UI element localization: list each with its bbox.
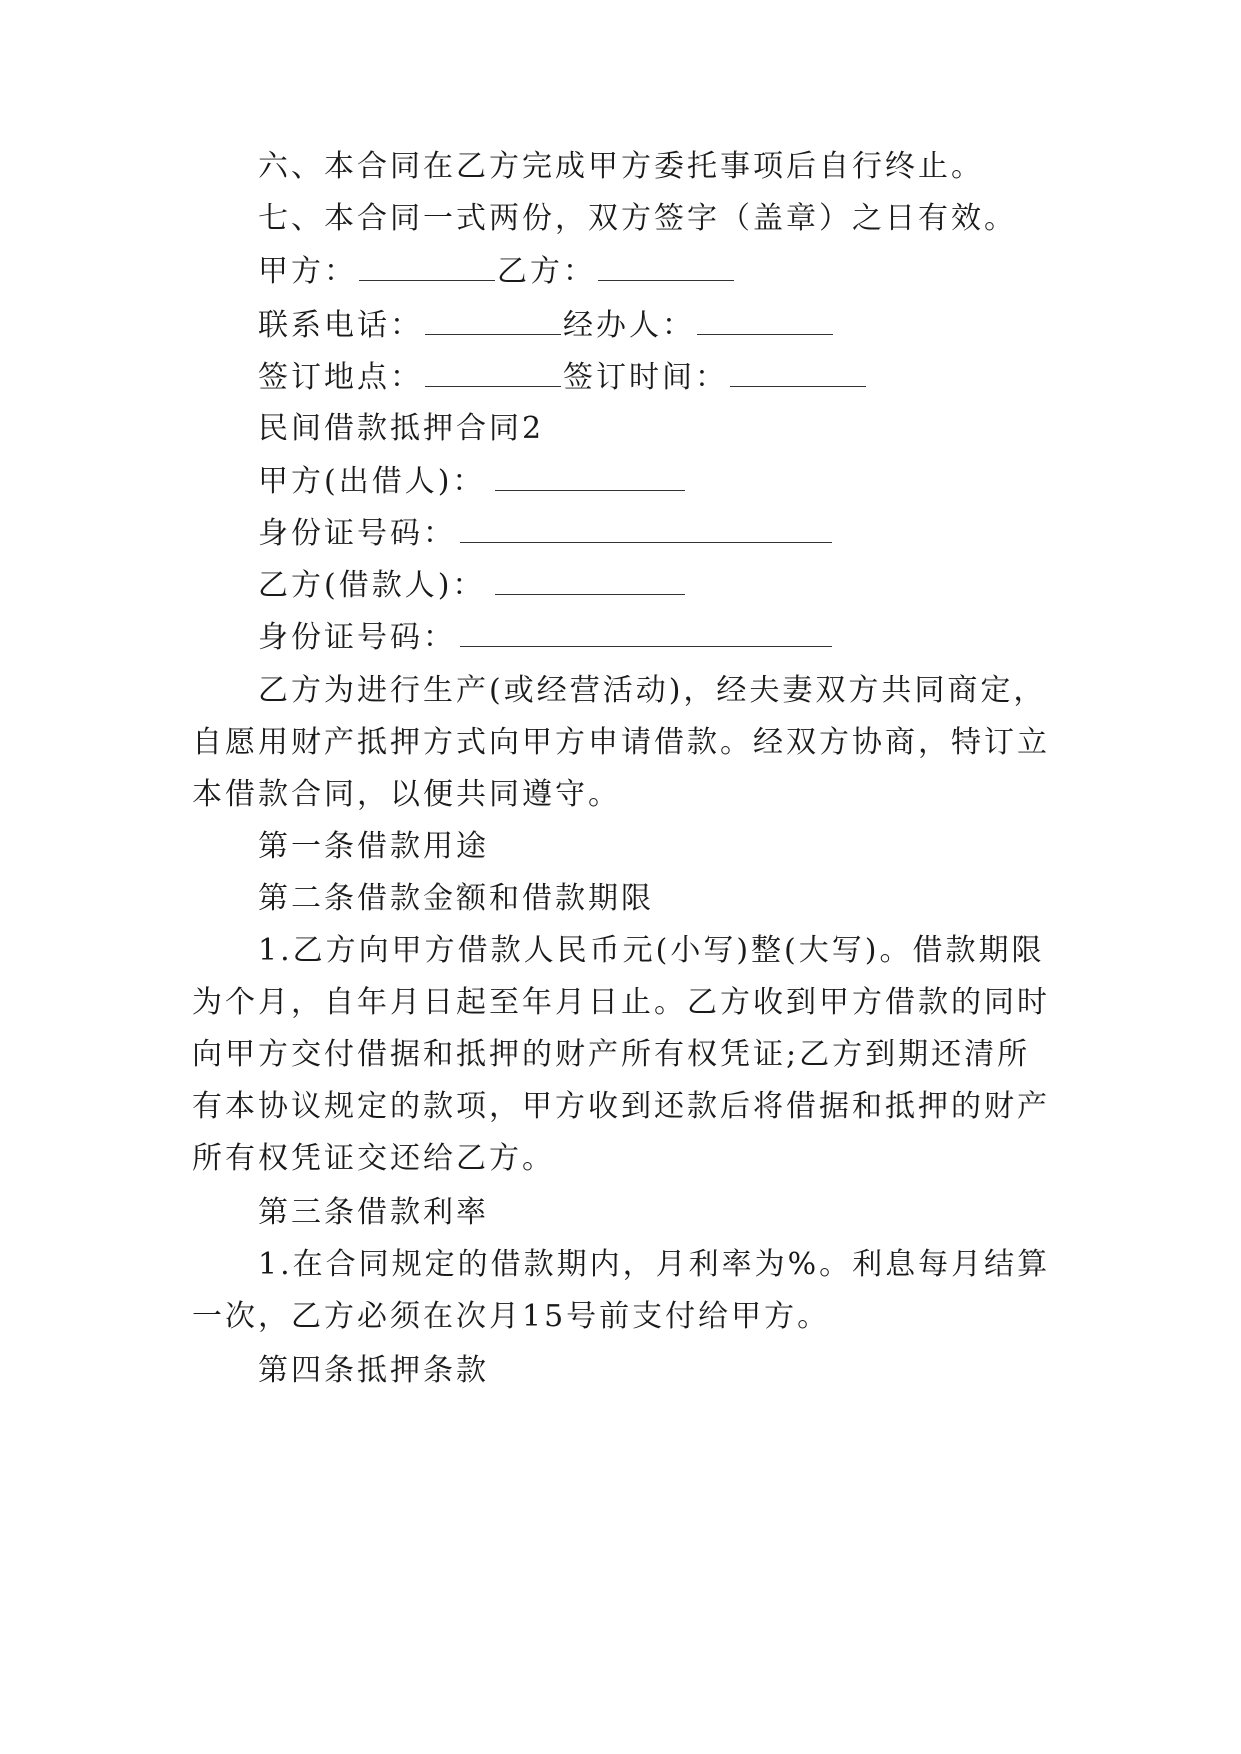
phone-blank — [425, 308, 561, 335]
borrower-id-blank — [460, 620, 832, 647]
handler-blank — [697, 308, 833, 335]
phone-label: 联系电话： — [258, 308, 423, 343]
article-1-heading: 第一条借款用途 — [258, 829, 489, 864]
contract-title: 民间借款抵押合同2 — [258, 411, 545, 446]
clause-6: 六、本合同在乙方完成甲方委托事项后自行终止。 — [258, 149, 984, 184]
handler-label: 经办人： — [563, 308, 695, 343]
place-blank — [425, 360, 561, 387]
preamble-line-2: 自愿用财产抵押方式向甲方申请借款。经双方协商，特订立 — [192, 725, 1050, 760]
lender-id-row — [258, 516, 834, 551]
article-2-line-2: 为个月，自年月日起至年月日止。乙方收到甲方借款的同时 — [192, 985, 1050, 1020]
article-2-line-3: 向甲方交付借据和抵押的财产所有权凭证;乙方到期还清所 — [192, 1037, 1031, 1072]
preamble-line-1: 乙方为进行生产(或经营活动)，经夫妻双方共同商定， — [258, 673, 1047, 708]
signature-parties-row — [258, 254, 736, 289]
signing-row — [258, 360, 868, 395]
article-2-line-5: 所有权凭证交还给乙方。 — [192, 1141, 555, 1176]
borrower-blank — [495, 568, 685, 595]
party-b-label: 乙方： — [497, 254, 596, 289]
lender-blank — [495, 464, 685, 491]
article-3-line-1: 1.在合同规定的借款期内，月利率为%。利息每月结算 — [258, 1247, 1051, 1282]
article-3-heading: 第三条借款利率 — [258, 1195, 489, 1230]
borrower-row — [258, 568, 687, 603]
preamble-line-3: 本借款合同，以便共同遵守。 — [192, 777, 621, 812]
borrower-id-row — [258, 620, 834, 655]
lender-row — [258, 464, 687, 499]
lender-id-blank — [460, 516, 832, 543]
article-3-line-2: 一次，乙方必须在次月15号前支付给甲方。 — [192, 1299, 831, 1334]
clause-7: 七、本合同一式两份，双方签字（盖章）之日有效。 — [258, 201, 1017, 236]
time-blank — [730, 360, 866, 387]
contact-row — [258, 308, 835, 343]
party-b-blank — [598, 254, 734, 281]
party-a-label: 甲方： — [258, 254, 357, 289]
article-2-heading: 第二条借款金额和借款期限 — [258, 881, 654, 916]
borrower-id-label: 身份证号码： — [258, 620, 456, 655]
place-label: 签订地点： — [258, 360, 423, 395]
party-a-blank — [359, 254, 495, 281]
article-4-heading: 第四条抵押条款 — [258, 1353, 489, 1388]
lender-label: 甲方(出借人)： — [258, 464, 486, 499]
borrower-label: 乙方(借款人)： — [258, 568, 486, 603]
lender-id-label: 身份证号码： — [258, 516, 456, 551]
article-2-line-1: 1.乙方向甲方借款人民币元(小写)整(大写)。借款期限 — [258, 933, 1045, 968]
time-label: 签订时间： — [563, 360, 728, 395]
article-2-line-4: 有本协议规定的款项，甲方收到还款后将借据和抵押的财产 — [192, 1089, 1050, 1124]
